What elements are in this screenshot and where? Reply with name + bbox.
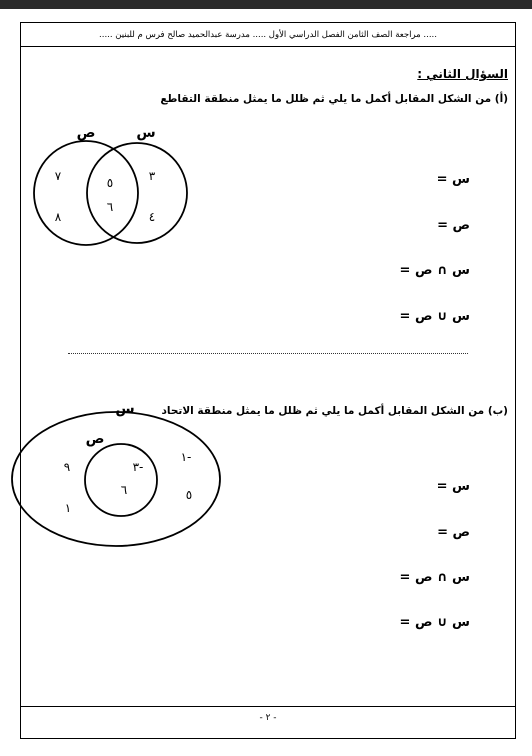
- question-title: السؤال الثاني :: [417, 67, 508, 81]
- top-bar: [0, 0, 532, 9]
- footer-rule: [20, 706, 516, 707]
- venn-b-element: ١: [64, 501, 72, 515]
- part-b-eq-s: س =: [436, 479, 470, 494]
- venn-b-element: ٩: [63, 460, 71, 474]
- part-b-eq-union: س ∪ ص =: [399, 615, 470, 630]
- venn-a-element: ٤: [148, 210, 156, 224]
- part-b-eq-p: ص =: [437, 525, 470, 540]
- page-number: - ٢ -: [259, 713, 277, 723]
- venn-a-label-s: س: [136, 125, 156, 141]
- separator-dots: [68, 349, 468, 354]
- page-header: ..... مراجعة الصف الثامن الفصل الدراسي الأول ..... مدرسة عبدالحميد صالح فرس م للبنين .....: [99, 30, 437, 40]
- part-b-eq-intersection: س ∩ ص =: [399, 570, 470, 585]
- part-a-eq-s: س =: [436, 172, 470, 187]
- part-a-eq-intersection: س ∩ ص =: [399, 263, 470, 278]
- venn-a-element: ٨: [54, 210, 62, 224]
- venn-b-element: ٣-: [132, 460, 144, 474]
- venn-a-element: ٧: [54, 169, 62, 183]
- venn-a-label-p: ص: [76, 125, 96, 141]
- page-frame: [20, 22, 516, 739]
- part-a-eq-p: ص =: [437, 218, 470, 233]
- venn-b-label-p: ص: [85, 431, 105, 447]
- header-rule: [20, 46, 516, 47]
- venn-a-element: ٦: [106, 200, 114, 214]
- venn-a-element: ٣: [148, 169, 156, 183]
- venn-b-label-s: س: [115, 401, 135, 417]
- venn-b-element: ٦: [120, 483, 128, 497]
- part-a-question: (أ) من الشكل المقابل أكمل ما يلي ثم ظلل ما يمثل منطقة التقاطع: [160, 93, 508, 105]
- venn-a-element: ٥: [106, 176, 114, 190]
- venn-b-element: ٥: [185, 488, 193, 502]
- part-a-eq-union: س ∪ ص =: [399, 309, 470, 324]
- part-b-question: (ب) من الشكل المقابل أكمل ما يلي ثم ظلل ما يمثل منطقة الاتحاد: [161, 405, 508, 417]
- venn-b-element: ١-: [180, 450, 192, 464]
